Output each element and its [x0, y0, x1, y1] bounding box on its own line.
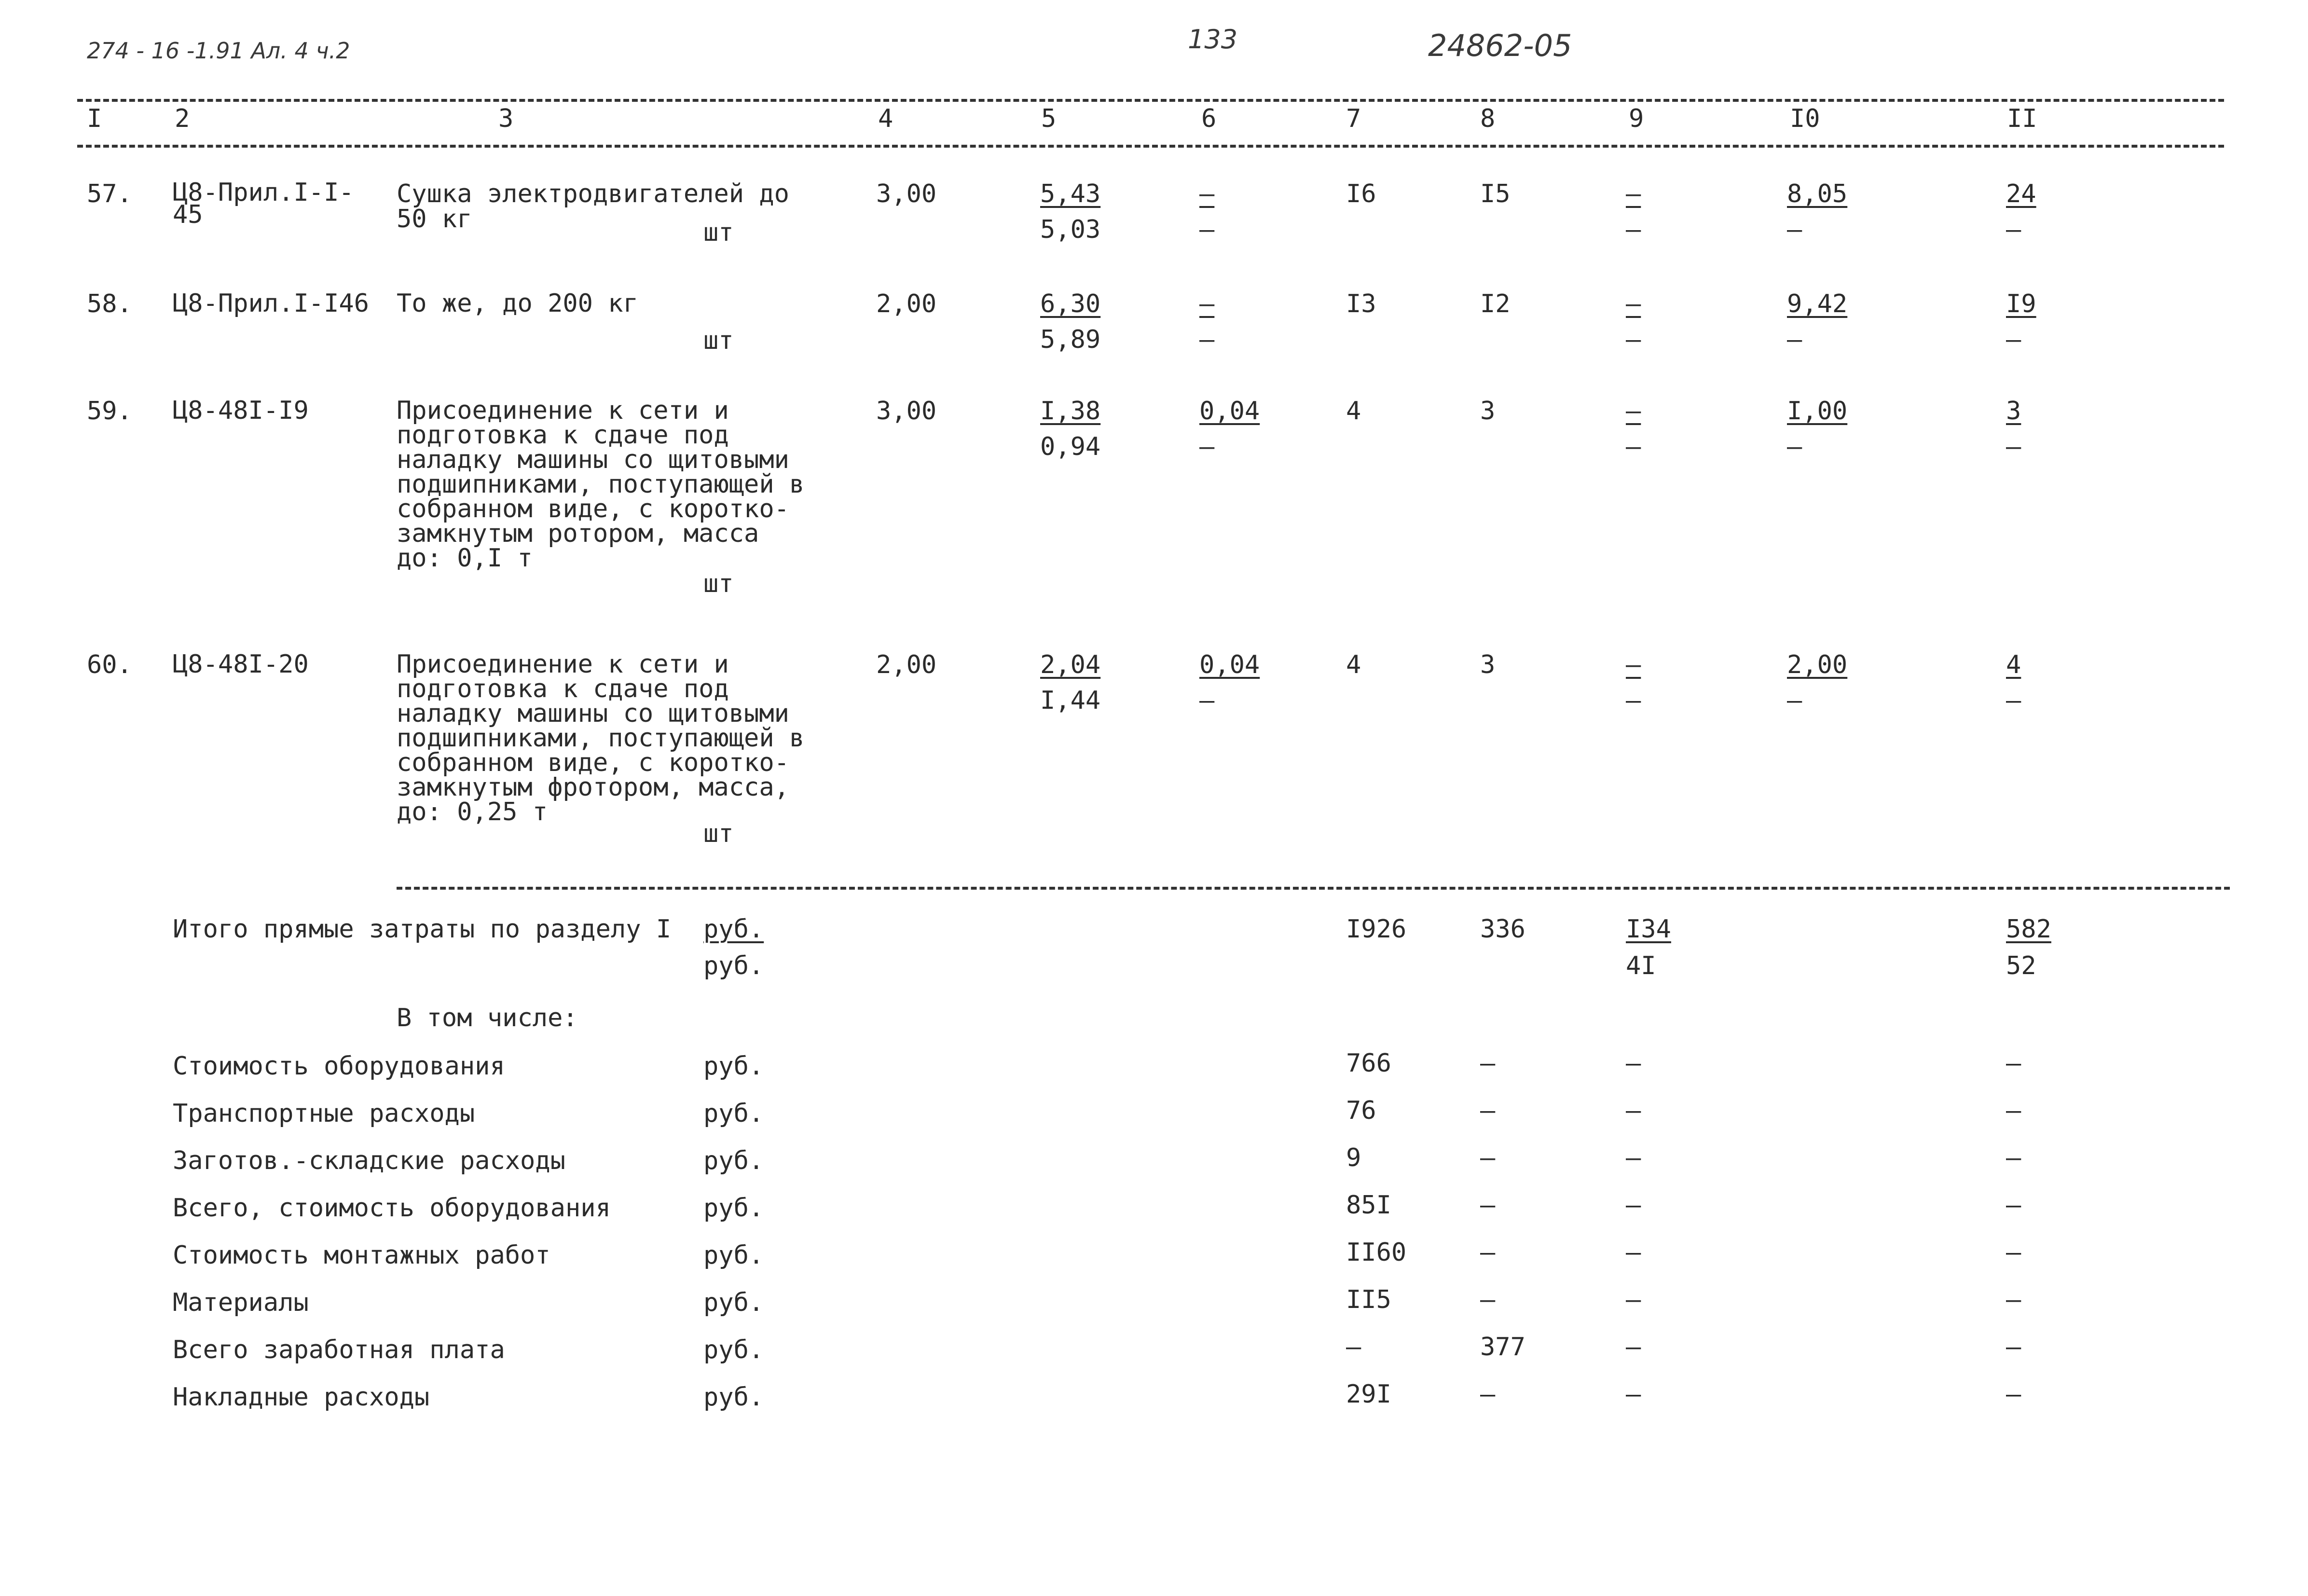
- row-col9-bottom: –: [1626, 215, 1641, 244]
- row-col10-top: 2,00: [1787, 650, 1848, 679]
- row-description: То же, до 200 кг: [397, 289, 638, 318]
- breakdown-col11: –: [2006, 1285, 2021, 1314]
- column-header-6: 6: [1201, 104, 1217, 133]
- breakdown-col7: 766: [1346, 1049, 1391, 1078]
- row-col10-top: 9,42: [1787, 289, 1848, 318]
- breakdown-col8: –: [1480, 1143, 1496, 1172]
- row-unit: шт: [703, 569, 734, 598]
- header-rule-bottom: [77, 145, 2224, 148]
- document-number: 24862-05: [1428, 28, 1572, 63]
- row-col4: 3,00: [876, 179, 937, 208]
- row-col7: 4: [1346, 650, 1361, 679]
- row-col7: I6: [1346, 179, 1376, 208]
- row-number: 60.: [87, 650, 132, 679]
- totals-col7: I926: [1346, 915, 1407, 944]
- breakdown-col7: 76: [1346, 1096, 1376, 1125]
- row-number: 59.: [87, 397, 132, 426]
- row-col11-bottom: –: [2006, 215, 2021, 244]
- breakdown-unit: руб.: [703, 1194, 764, 1223]
- breakdown-col11: –: [2006, 1096, 2021, 1125]
- breakdown-col11: –: [2006, 1191, 2021, 1220]
- breakdown-col9: –: [1626, 1380, 1641, 1409]
- row-col5-bottom: 5,89: [1040, 325, 1101, 354]
- row-col9-bottom: –: [1626, 432, 1641, 461]
- row-col10-top: 8,05: [1787, 179, 1848, 208]
- breakdown-col11: –: [2006, 1333, 2021, 1362]
- row-col11-top: 4: [2006, 650, 2021, 679]
- breakdown-col11: –: [2006, 1238, 2021, 1267]
- row-description: Присоединение к сети и подготовка к сдаче под наладку машины со щитовыми подшипниками, поступающей в собранном виде, с коротко- замкнутым ротором, масса до: 0,I т: [397, 396, 805, 573]
- column-header-11: II: [2007, 104, 2037, 133]
- row-number: 58.: [87, 289, 132, 318]
- totals-col9-top: I34: [1626, 915, 1671, 944]
- row-col7: 4: [1346, 397, 1361, 426]
- document-code-left: 274 - 16 -1.91 Ал. 4 ч.2: [87, 38, 350, 64]
- breakdown-col11: –: [2006, 1143, 2021, 1172]
- row-col11-bottom: –: [2006, 432, 2021, 461]
- breakdown-col11: –: [2006, 1049, 2021, 1078]
- row-col11-top: I9: [2006, 289, 2036, 318]
- row-col5-bottom: 0,94: [1040, 432, 1101, 461]
- row-col4: 2,00: [876, 289, 937, 318]
- row-col10-top: I,00: [1787, 397, 1848, 426]
- breakdown-col7: –: [1346, 1333, 1361, 1362]
- row-col9-bottom: –: [1626, 325, 1641, 354]
- row-col9-top: –: [1626, 289, 1641, 318]
- column-header-9: 9: [1629, 104, 1644, 133]
- row-col5-top: I,38: [1040, 397, 1101, 426]
- row-col5-bottom: 5,03: [1040, 215, 1101, 244]
- row-description: Присоединение к сети и подготовка к сдаче под наладку машины со щитовыми подшипниками, поступающей в собранном виде, с коротко- замкнутым фротором, масса, до: 0,25 т: [397, 650, 805, 826]
- column-header-10: I0: [1790, 104, 1820, 133]
- column-header-5: 5: [1041, 104, 1057, 133]
- section-divider: [397, 887, 2230, 890]
- breakdown-label: Заготов.-складские расходы: [173, 1146, 565, 1175]
- row-col8: 3: [1480, 650, 1496, 679]
- row-code: Ц8-Прил.I-I- 45: [173, 178, 354, 229]
- breakdown-col8: –: [1480, 1380, 1496, 1409]
- row-unit: шт: [703, 218, 734, 247]
- breakdown-label: Всего, стоимость оборудования: [173, 1194, 611, 1223]
- breakdown-col9: –: [1626, 1238, 1641, 1267]
- breakdown-col7: II60: [1346, 1238, 1407, 1267]
- row-col9-top: –: [1626, 650, 1641, 679]
- row-code: Ц8-Прил.I-I46: [173, 289, 369, 318]
- breakdown-col8: –: [1480, 1049, 1496, 1078]
- column-header-2: 2: [175, 104, 190, 133]
- row-col4: 2,00: [876, 650, 937, 679]
- row-col6-top: –: [1199, 179, 1215, 208]
- row-col10-bottom: –: [1787, 215, 1802, 244]
- row-number: 57.: [87, 179, 132, 208]
- breakdown-col8: 377: [1480, 1333, 1525, 1362]
- row-col9-top: –: [1626, 397, 1641, 426]
- row-col6-bottom: –: [1199, 215, 1215, 244]
- row-col8: I5: [1480, 179, 1511, 208]
- row-col7: I3: [1346, 289, 1376, 318]
- column-header-3: 3: [498, 104, 514, 133]
- row-col10-bottom: –: [1787, 686, 1802, 715]
- page-number: 133: [1188, 24, 1238, 55]
- breakdown-col9: –: [1626, 1191, 1641, 1220]
- row-col5-top: 2,04: [1040, 650, 1101, 679]
- row-col6-top: 0,04: [1199, 650, 1260, 679]
- column-header-4: 4: [878, 104, 893, 133]
- column-header-1: I: [87, 104, 102, 133]
- breakdown-label: Всего заработная плата: [173, 1335, 505, 1364]
- row-col8: 3: [1480, 397, 1496, 426]
- totals-col8: 336: [1480, 915, 1525, 944]
- column-header-7: 7: [1346, 104, 1361, 133]
- totals-unit-bottom: руб.: [703, 951, 764, 980]
- row-col5-top: 6,30: [1040, 289, 1101, 318]
- row-col6-bottom: –: [1199, 432, 1215, 461]
- breakdown-col7: 29I: [1346, 1380, 1391, 1409]
- breakdown-unit: руб.: [703, 1241, 764, 1270]
- totals-col11-bottom: 52: [2006, 951, 2036, 980]
- totals-col11-top: 582: [2006, 915, 2051, 944]
- row-col6-bottom: –: [1199, 686, 1215, 715]
- breakdown-label: Материалы: [173, 1288, 309, 1317]
- row-unit: шт: [703, 326, 734, 355]
- totals-label: Итого прямые затраты по разделу I: [173, 915, 672, 944]
- breakdown-col8: –: [1480, 1285, 1496, 1314]
- row-col6-top: 0,04: [1199, 397, 1260, 426]
- row-col11-top: 24: [2006, 179, 2036, 208]
- breakdown-col11: –: [2006, 1380, 2021, 1409]
- breakdown-unit: руб.: [703, 1288, 764, 1317]
- breakdown-label: Накладные расходы: [173, 1383, 430, 1412]
- breakdown-unit: руб.: [703, 1335, 764, 1364]
- row-col11-bottom: –: [2006, 325, 2021, 354]
- row-description: Сушка электродвигателей до 50 кг: [397, 179, 789, 234]
- row-col6-top: –: [1199, 289, 1215, 318]
- row-code: Ц8-48I-I9: [173, 396, 309, 425]
- breakdown-col9: –: [1626, 1049, 1641, 1078]
- row-col10-bottom: –: [1787, 325, 1802, 354]
- breakdown-col8: –: [1480, 1096, 1496, 1125]
- row-col5-bottom: I,44: [1040, 686, 1101, 715]
- header-rule-top: [77, 99, 2224, 102]
- row-col8: I2: [1480, 289, 1511, 318]
- breakdown-col9: –: [1626, 1333, 1641, 1362]
- breakdown-unit: руб.: [703, 1146, 764, 1175]
- column-header-8: 8: [1480, 104, 1496, 133]
- breakdown-col9: –: [1626, 1143, 1641, 1172]
- totals-unit-top: руб.: [703, 915, 764, 944]
- row-col11-top: 3: [2006, 397, 2021, 426]
- breakdown-col8: –: [1480, 1238, 1496, 1267]
- breakdown-col7: 9: [1346, 1143, 1361, 1172]
- breakdown-unit: руб.: [703, 1099, 764, 1128]
- breakdown-label: Транспортные расходы: [173, 1099, 475, 1128]
- breakdown-col7: II5: [1346, 1285, 1391, 1314]
- breakdown-col8: –: [1480, 1191, 1496, 1220]
- row-code: Ц8-48I-20: [173, 650, 309, 679]
- breakdown-col9: –: [1626, 1285, 1641, 1314]
- breakdown-label: Стоимость монтажных работ: [173, 1241, 550, 1270]
- row-col9-bottom: –: [1626, 686, 1641, 715]
- totals-col9-bottom: 4I: [1626, 951, 1656, 980]
- breakdown-col7: 85I: [1346, 1191, 1391, 1220]
- row-col6-bottom: –: [1199, 325, 1215, 354]
- row-col5-top: 5,43: [1040, 179, 1101, 208]
- row-unit: шт: [703, 819, 734, 848]
- row-col4: 3,00: [876, 397, 937, 426]
- including-label: В том числе:: [397, 1004, 578, 1032]
- row-col10-bottom: –: [1787, 432, 1802, 461]
- breakdown-col9: –: [1626, 1096, 1641, 1125]
- row-col11-bottom: –: [2006, 686, 2021, 715]
- row-col9-top: –: [1626, 179, 1641, 208]
- breakdown-unit: руб.: [703, 1383, 764, 1412]
- breakdown-label: Стоимость оборудования: [173, 1052, 505, 1081]
- breakdown-unit: руб.: [703, 1052, 764, 1081]
